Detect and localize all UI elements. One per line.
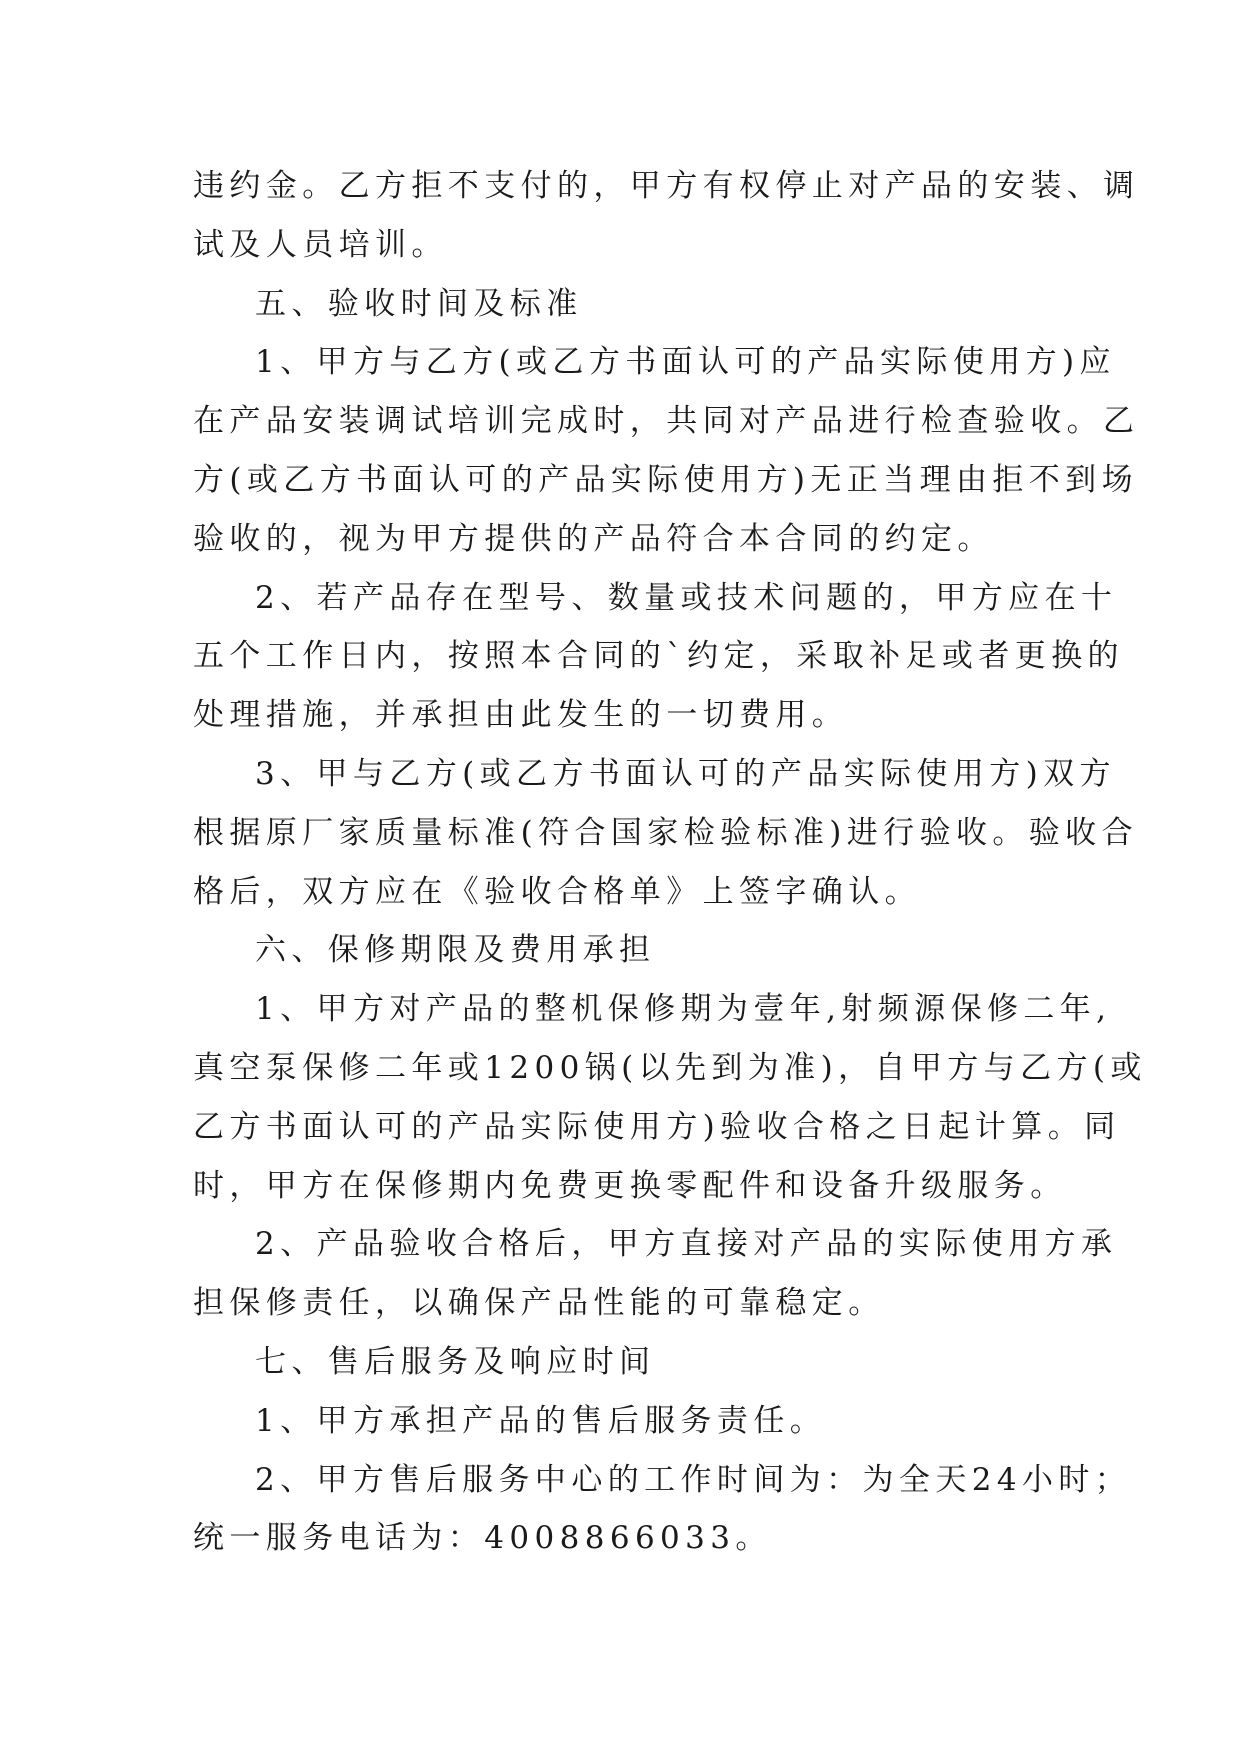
text-line: 验收的，视为甲方提供的产品符合本合同的约定。 <box>193 520 994 557</box>
text-line: 时，甲方在保修期内免费更换零配件和设备升级服务。 <box>193 1167 1067 1204</box>
text-line: 格后，双方应在《验收合格单》上签字确认。 <box>193 873 921 910</box>
text-line: 2、若产品存在型号、数量或技术问题的，甲方应在十 <box>255 579 1118 616</box>
text-line: 违约金。乙方拒不支付的，甲方有权停止对产品的安装、调 <box>193 168 1140 204</box>
text-line: 在产品安装调试培训完成时，共同对产品进行检查验收。乙 <box>193 403 1140 440</box>
text-line: 根据原厂家质量标准(符合国家检验标准)进行验收。验收合 <box>193 814 1138 851</box>
text-line: 1、甲方对产品的整机保修期为壹年,射频源保修二年, <box>255 991 1112 1028</box>
text-line: 五个工作日内，按照本合同的`约定，采取补足或者更换的 <box>193 638 1124 675</box>
text-line: 乙方书面认可的产品实际使用方)验收合格之日起计算。同 <box>193 1108 1121 1145</box>
section-heading: 七、售后服务及响应时间 <box>255 1343 656 1380</box>
text-line: 1、甲方承担产品的售后服务责任。 <box>255 1402 827 1439</box>
text-line: 3、甲与乙方(或乙方书面认可的产品实际使用方)双方 <box>255 755 1116 792</box>
text-line: 2、甲方售后服务中心的工作时间为：为全天24小时； <box>255 1461 1132 1498</box>
text-line: 真空泵保修二年或1200锅(以先到为准)，自甲方与乙方(或 <box>193 1049 1147 1086</box>
text-line: 方(或乙方书面认可的产品实际使用方)无正当理由拒不到场 <box>193 461 1138 498</box>
text-line: 统一服务电话为：4008866033。 <box>193 1520 772 1557</box>
text-line: 1、甲方与乙方(或乙方书面认可的产品实际使用方)应 <box>255 344 1116 381</box>
text-line: 担保修责任，以确保产品性能的可靠稳定。 <box>193 1285 885 1322</box>
text-line: 处理措施，并承担由此发生的一切费用。 <box>193 697 849 734</box>
section-heading: 五、验收时间及标准 <box>255 285 583 322</box>
document-body <box>193 157 1147 1568</box>
text-line: 2、产品验收合格后，甲方直接对产品的实际使用方承 <box>255 1226 1118 1263</box>
section-heading: 六、保修期限及费用承担 <box>255 932 656 969</box>
text-line: 试及人员培训。 <box>193 226 448 263</box>
